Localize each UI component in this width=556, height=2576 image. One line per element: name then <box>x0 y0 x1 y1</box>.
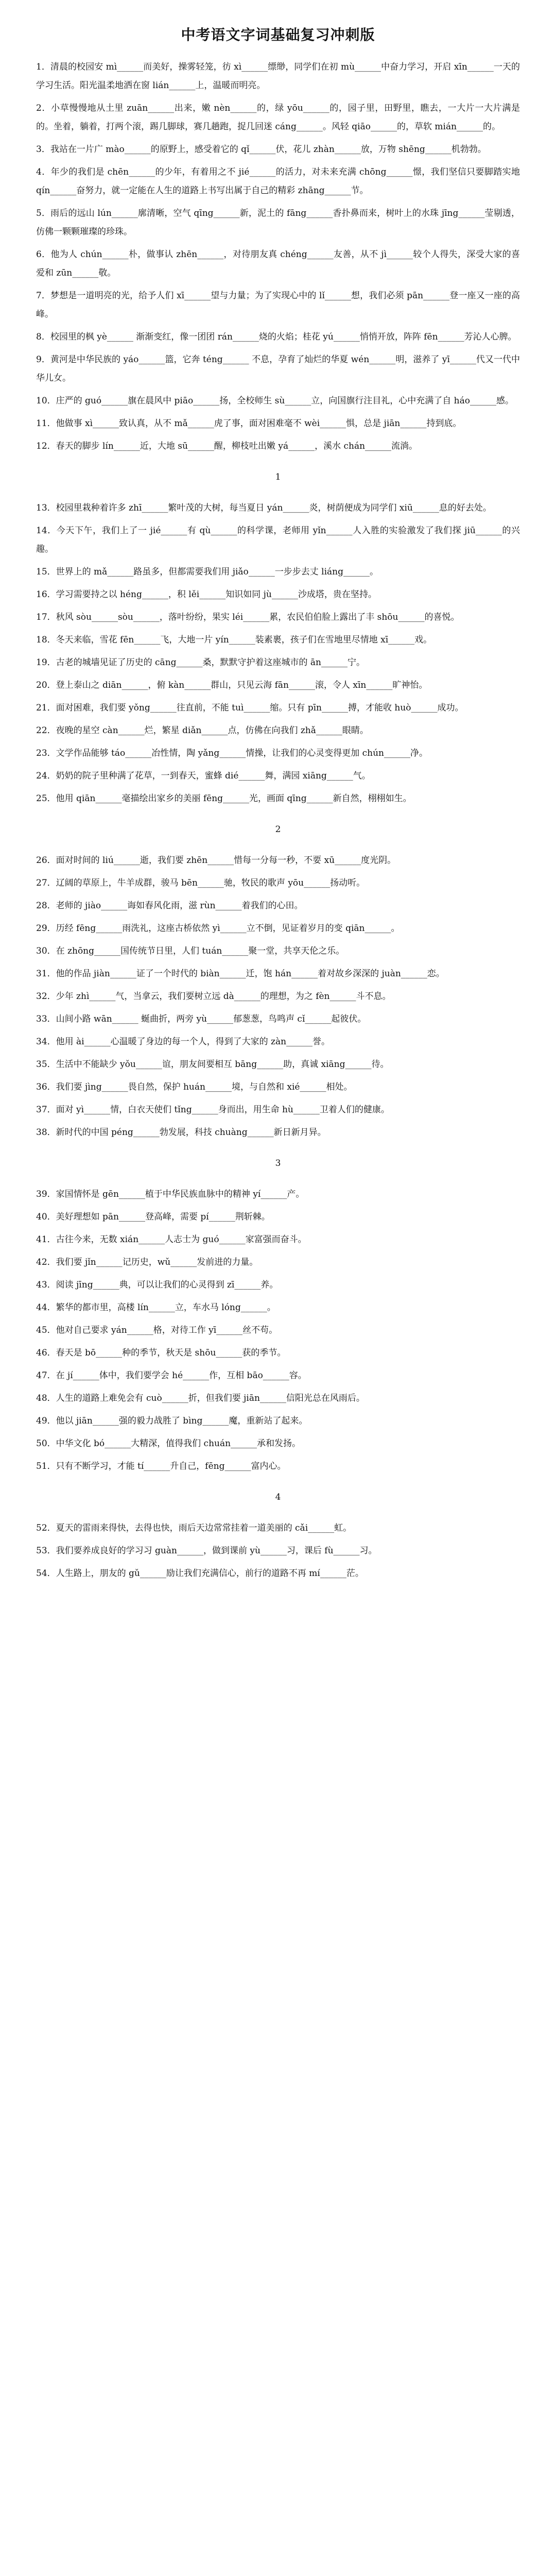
question-item: 9．黄河是中华民族的 yáo______篮，它奔 téng______ 不息，孕育了灿烂的华夏 wén______明，滋养了 yī______代又一代中华儿女。 <box>36 354 520 383</box>
question-item: 50．中华文化 bó______大精深，值得我们 chuán______承和发扬。 <box>36 1438 301 1449</box>
question-item: 32．少年 zhì______气，当拿云，我们要树立远 dà______的理想，为之 fèn______斗不息。 <box>36 991 391 1002</box>
page-number: 1 <box>275 472 281 482</box>
question-item: 11．他做事 xì______致认真，从不 mǎ______虎了事，面对困难毫不 wèi______惧，总是 jiān______持到底。 <box>36 418 462 429</box>
question-item: 2．小草慢慢地从土里 zuān______出来，嫩 nèn______的，绿 yōu______的，园子里，田野里，瞧去，一大片一大片满是的。坐着，躺着，打两个滚，踢几脚球，赛几趟跑，捉几回迷 cáng______。风轻 qiāo______的，草软 mián______的。 <box>36 103 520 132</box>
page-number: 2 <box>275 824 281 835</box>
question-item: 3．我站在一片广 mào______的原野上，感受着它的 qǐ______伏，花儿 zhàn______放，万物 shēng______机勃勃。 <box>36 144 486 155</box>
question-item: 26．面对时间的 liú______逝，我们要 zhēn______惜每一分每一秒，不要 xū______度光阴。 <box>36 855 396 866</box>
question-item: 13．校园里栽种着许多 zhī______繁叶茂的大树，每当夏日 yán______炎，树荫便成为同学们 xiū______息的好去处。 <box>36 503 492 513</box>
question-item: 37．面对 yì______情，白衣天使们 tǐng______身而出，用生命 hù______卫着人们的健康。 <box>36 1105 390 1115</box>
question-item: 14．今天下午，我们上了一 jié______有 qù______的科学课，老师用 yǐn______人入胜的实验激发了我们探 jiū______的兴趣。 <box>36 526 520 554</box>
question-item: 19．古老的城墙见证了历史的 cāng______桑，默默守护着这座城市的 ān______宁。 <box>36 657 366 668</box>
question-item: 29．历经 fēng______雨洗礼，这座古桥依然 yì______立不倒，见证着岁月的变 qiān______。 <box>36 923 400 934</box>
question-item: 25．他用 qiān______毫描绘出家乡的美丽 fēng______光，画面 qīng______新自然，栩栩如生。 <box>36 793 412 804</box>
question-item: 49．他以 jiān______强的毅力战胜了 bìng______魔，重新站了起来。 <box>36 1416 308 1426</box>
question-item: 33．山间小路 wān______ 蜒曲折，两旁 yù______郁葱葱，鸟鸣声 cǐ______起彼伏。 <box>36 1014 367 1024</box>
question-item: 43．阅读 jīng______典，可以让我们的心灵得到 zī______养。 <box>36 1280 279 1290</box>
question-item: 47．在 jí______体中，我们要学会 hé______作，互相 bāo______容。 <box>36 1370 307 1381</box>
question-item: 35．生活中不能缺少 yǒu______谊，朋友间要相互 bāng______助，真诚 xiāng______待。 <box>36 1059 389 1070</box>
question-item: 6．他为人 chún______朴，做事认 zhēn______，对待朋友真 chéng______友善，从不 jì______较个人得失，深受大家的喜爱和 zūn______敬。 <box>36 249 520 278</box>
question-item: 22．夜晚的星空 càn______烂，繁星 diǎn______点，仿佛在向我们 zhǎ______眼睛。 <box>36 725 369 736</box>
page-number: 4 <box>275 1492 281 1502</box>
question-list <box>36 58 520 1583</box>
question-item: 5．雨后的远山 lún______廓清晰，空气 qīng______新，泥土的 fāng______香扑鼻而来，树叶上的水珠 jīng______莹剔透，仿佛一颗颗璀璨的珍珠。 <box>36 208 520 237</box>
question-item: 27．辽阔的草原上，牛羊成群，骏马 bēn______驰，牧民的歌声 yōu______扬动听。 <box>36 878 366 888</box>
question-item: 36．我们要 jìng______畏自然，保护 huán______境，与自然和 xié______相处。 <box>36 1082 353 1092</box>
question-item: 30．在 zhōng______国传统节日里，人们 tuán______聚一堂，共享天伦之乐。 <box>36 946 345 956</box>
question-item: 17．秋风 sòu______sòu______，落叶纷纷，果实 léi______累，农民伯伯脸上露出了丰 shōu______的喜悦。 <box>36 612 460 622</box>
question-item: 10．庄严的 guó______旗在晨风中 piāo______扬，全校师生 sù______立，向国旗行注目礼，心中充满了自 háo______感。 <box>36 396 514 406</box>
question-item: 39．家国情怀是 gēn______植于中华民族血脉中的精神 yí______产。 <box>36 1189 305 1199</box>
question-item: 20．登上泰山之 diān______，俯 kàn______群山，只见云海 fān______滚，令人 xīn______旷神怡。 <box>36 680 428 690</box>
question-item: 45．他对自己要求 yán______格，对待工作 yī______丝不苟。 <box>36 1325 278 1335</box>
question-item: 34．他用 ài______心温暖了身边的每一个人，得到了大家的 zàn______誉。 <box>36 1037 331 1047</box>
question-item: 15．世界上的 mǎ______路虽多，但都需要我们用 jiǎo______一步步去丈 liáng______。 <box>36 567 379 577</box>
question-item: 51．只有不断学习，才能 tí______升自己，fēng______富内心。 <box>36 1461 286 1471</box>
question-item: 41．古往今来，无数 xián______人志士为 guó______家富强而奋斗。 <box>36 1234 307 1245</box>
question-item: 44．繁华的都市里，高楼 lín______立，车水马 lóng______。 <box>36 1302 276 1313</box>
question-item: 31．他的作品 jiàn______证了一个时代的 biàn______迁，饱 hán______着对故乡深深的 juàn______恋。 <box>36 969 445 979</box>
question-item: 38．新时代的中国 péng______勃发展，科技 chuàng______新日新月异。 <box>36 1127 326 1138</box>
page-title: 中考语文字词基础复习冲刺版 <box>181 26 375 43</box>
question-item: 48．人生的道路上难免会有 cuò______折，但我们要 jiān______信阳光总在风雨后。 <box>36 1393 365 1403</box>
question-item: 4．年少的我们是 chēn______的少年，有着用之不 jié______的活力，对未来充满 chōng______憬，我们坚信只要脚踏实地 qín______奋努力，就一定能在人生的道路上书写出属于自己的精彩 zhāng______节。 <box>36 167 520 196</box>
question-item: 8．校园里的枫 yè______ 渐渐变红，像一团团 rán______烧的火焰；桂花 yú______悄悄开放，阵阵 fēn______芳沁人心脾。 <box>36 332 517 342</box>
question-item: 23．文学作品能够 táo______冶性情，陶 yǎng______情操，让我们的心灵变得更加 chún______净。 <box>36 748 428 758</box>
question-item: 7．梦想是一道明亮的光，给予人们 xī______望与力量；为了实现心中的 lǐ______想，我们必须 pān______登一座又一座的高峰。 <box>36 291 520 319</box>
question-item: 1．清晨的校园安 mì______而美好，操雾轻笼，彷 xì______缥缈，同学们在初 mù______中奋力学习，开启 xīn______一天的学习生活。阳光温柔地洒在窗 lián______上，温暖而明亮。 <box>36 62 520 91</box>
question-item: 24．奶奶的院子里种满了花草，一到春天，蜜蜂 dié______舞，满园 xiāng______气。 <box>36 771 371 781</box>
question-item: 52．夏天的雷雨来得快，去得也快，雨后天边常常挂着一道美丽的 cǎi______虹。 <box>36 1523 352 1533</box>
question-item: 42．我们要 jǐn______记历史，wǔ______发前进的力量。 <box>36 1257 258 1267</box>
page-number: 3 <box>275 1158 281 1168</box>
question-item: 28．老师的 jiào______诲如春风化雨，滋 rùn______着我们的心田。 <box>36 901 303 911</box>
question-item: 16．学习需要持之以 héng______，积 lěi______知识如同 jù______沙成塔，贵在坚持。 <box>36 589 377 600</box>
question-item: 40．美好理想如 pān______登高峰，需要 pí______荆斩棘。 <box>36 1212 270 1222</box>
question-item: 53．我们要养成良好的学习习 guàn______，做到课前 yù______习，课后 fù______习。 <box>36 1546 377 1556</box>
question-item: 18．冬天来临，雪花 fēn______飞，大地一片 yín______装素裹，孩子们在雪地里尽情地 xī______戏。 <box>36 635 432 645</box>
question-item: 12．春天的脚步 lín______近，大地 sū______醒，柳枝吐出嫩 yá______，溪水 chán______流淌。 <box>36 441 418 451</box>
question-item: 46．春天是 bō______种的季节，秋天是 shōu______获的季节。 <box>36 1348 286 1358</box>
question-item: 21．面对困难，我们要 yǒng______往直前，不能 tuì______缩。只有 pīn______搏，才能收 huò______成功。 <box>36 703 464 713</box>
question-item: 54．人生路上，朋友的 gǔ______励让我们充满信心，前行的道路不再 mí______茫。 <box>36 1568 364 1579</box>
